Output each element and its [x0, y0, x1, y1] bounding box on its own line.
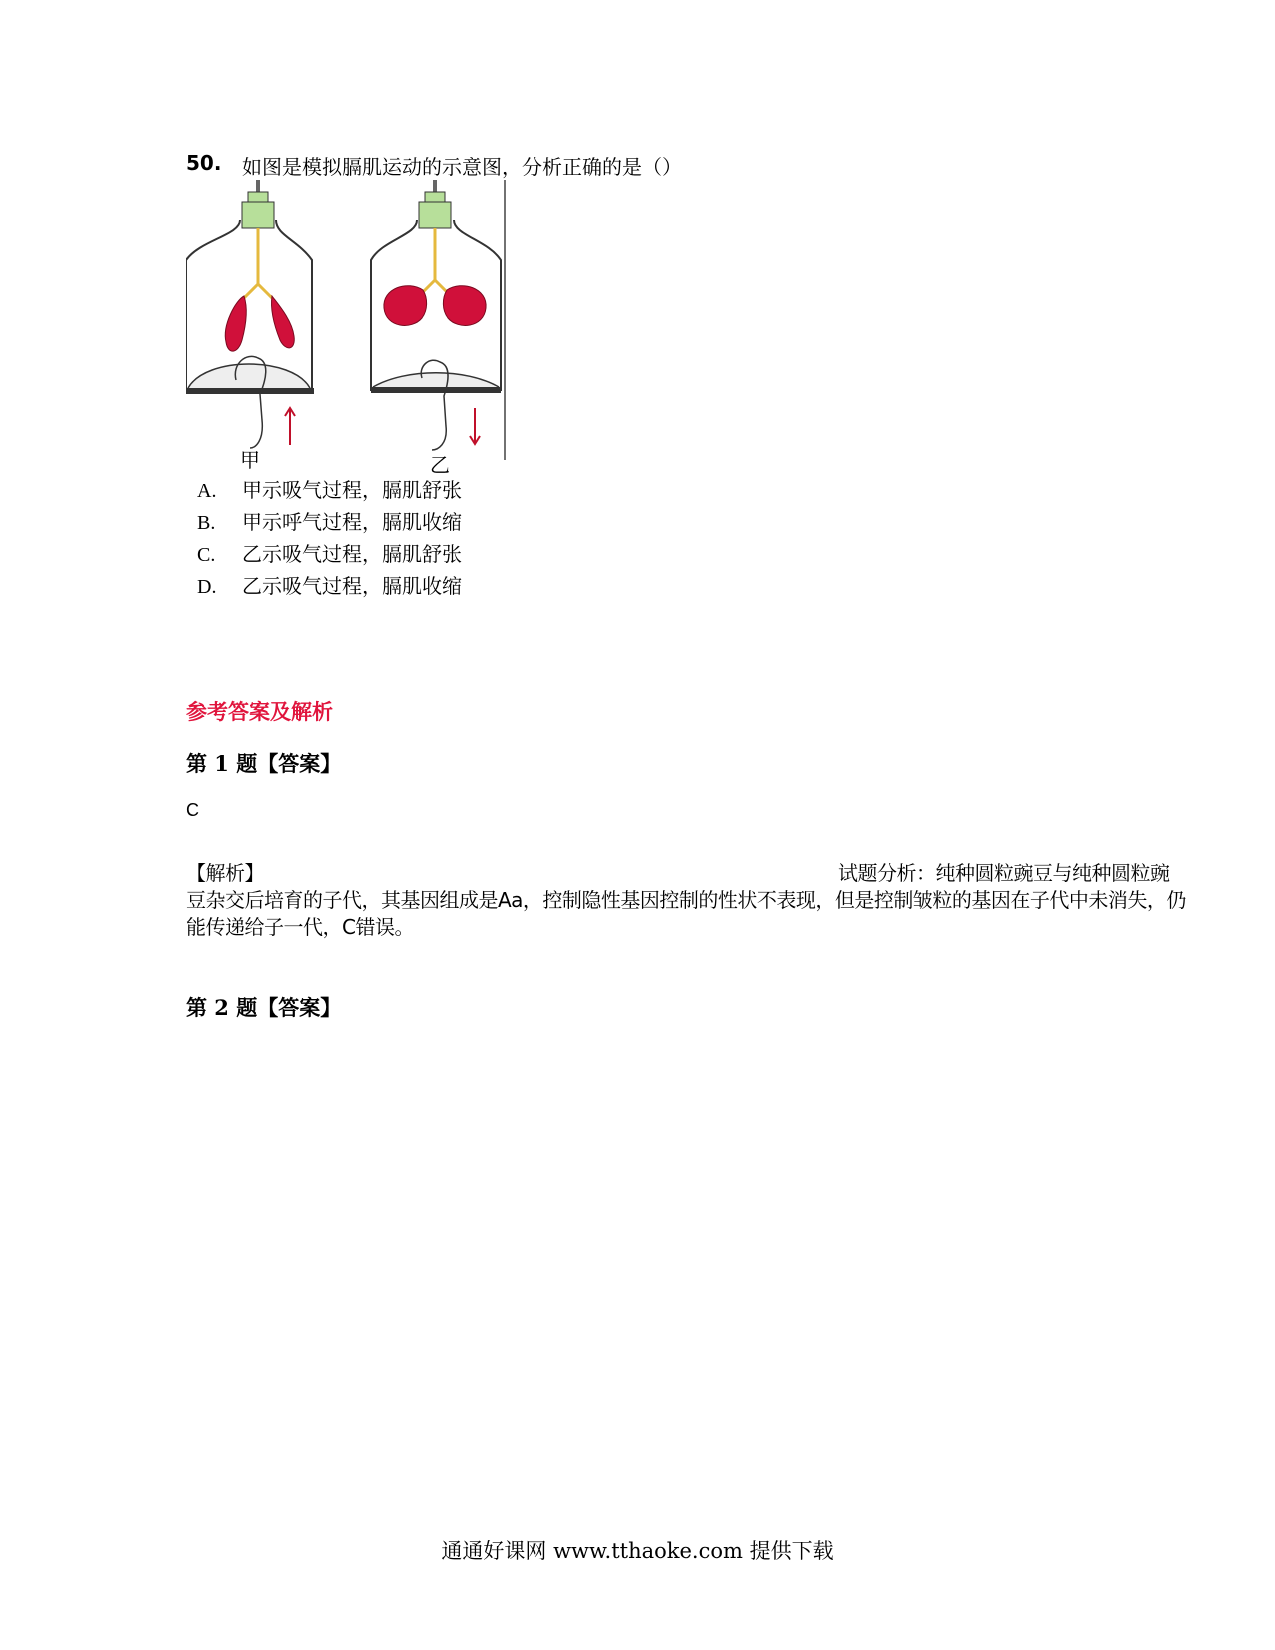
option-letter: B.	[197, 512, 216, 534]
q1-analysis	[186, 860, 1186, 941]
diaphragm-right	[373, 373, 499, 387]
option-text: 乙示吸气过程，膈肌舒张	[242, 542, 462, 566]
label-yi: 乙	[430, 453, 450, 475]
option-letter: C.	[197, 544, 216, 566]
analysis-text: 试题分析：纯种圆粒豌豆与纯种圆粒豌豆杂交后培育的子代，其基因组成是Aa，控制隐性基因控制的性状不表现，但是控制皱粒的基因在子代中未消失，仍能传递给子一代，C错误。	[186, 861, 1186, 939]
analysis-label: 【解析】	[186, 861, 264, 885]
lung-left-1	[225, 296, 246, 351]
label-jia: 甲	[240, 448, 260, 472]
option-letter: D.	[197, 576, 217, 598]
option-text: 甲示吸气过程，膈肌舒张	[242, 478, 462, 502]
lung-right-2	[443, 286, 486, 326]
diaphragm-left	[188, 364, 310, 388]
page-footer: 通通好课网 www.tthaoke.com 提供下载	[441, 1539, 834, 1563]
option-text: 甲示呼气过程，膈肌收缩	[242, 510, 462, 534]
q2-heading: 第 2 题【答案】	[186, 995, 342, 1020]
option-text: 乙示吸气过程，膈肌收缩	[242, 574, 462, 598]
lung-left-2	[271, 296, 294, 348]
answers-section-title: 参考答案及解析	[186, 699, 333, 724]
option-b	[197, 506, 462, 535]
diaphragm-model-figure	[186, 180, 516, 475]
q1-answer: C	[186, 800, 199, 820]
option-d	[197, 570, 462, 599]
lung-right-1	[384, 286, 427, 326]
bell-jar-diagram	[186, 180, 516, 475]
question-number: 50.	[186, 151, 222, 175]
option-c	[197, 538, 462, 567]
question-text: 如图是模拟膈肌运动的示意图，分析正确的是（）	[242, 155, 682, 179]
option-letter: A.	[197, 480, 217, 502]
jar-right	[371, 180, 501, 450]
q1-heading: 第 1 题【答案】	[186, 751, 342, 776]
jar-left	[186, 180, 314, 448]
option-a	[197, 474, 462, 503]
